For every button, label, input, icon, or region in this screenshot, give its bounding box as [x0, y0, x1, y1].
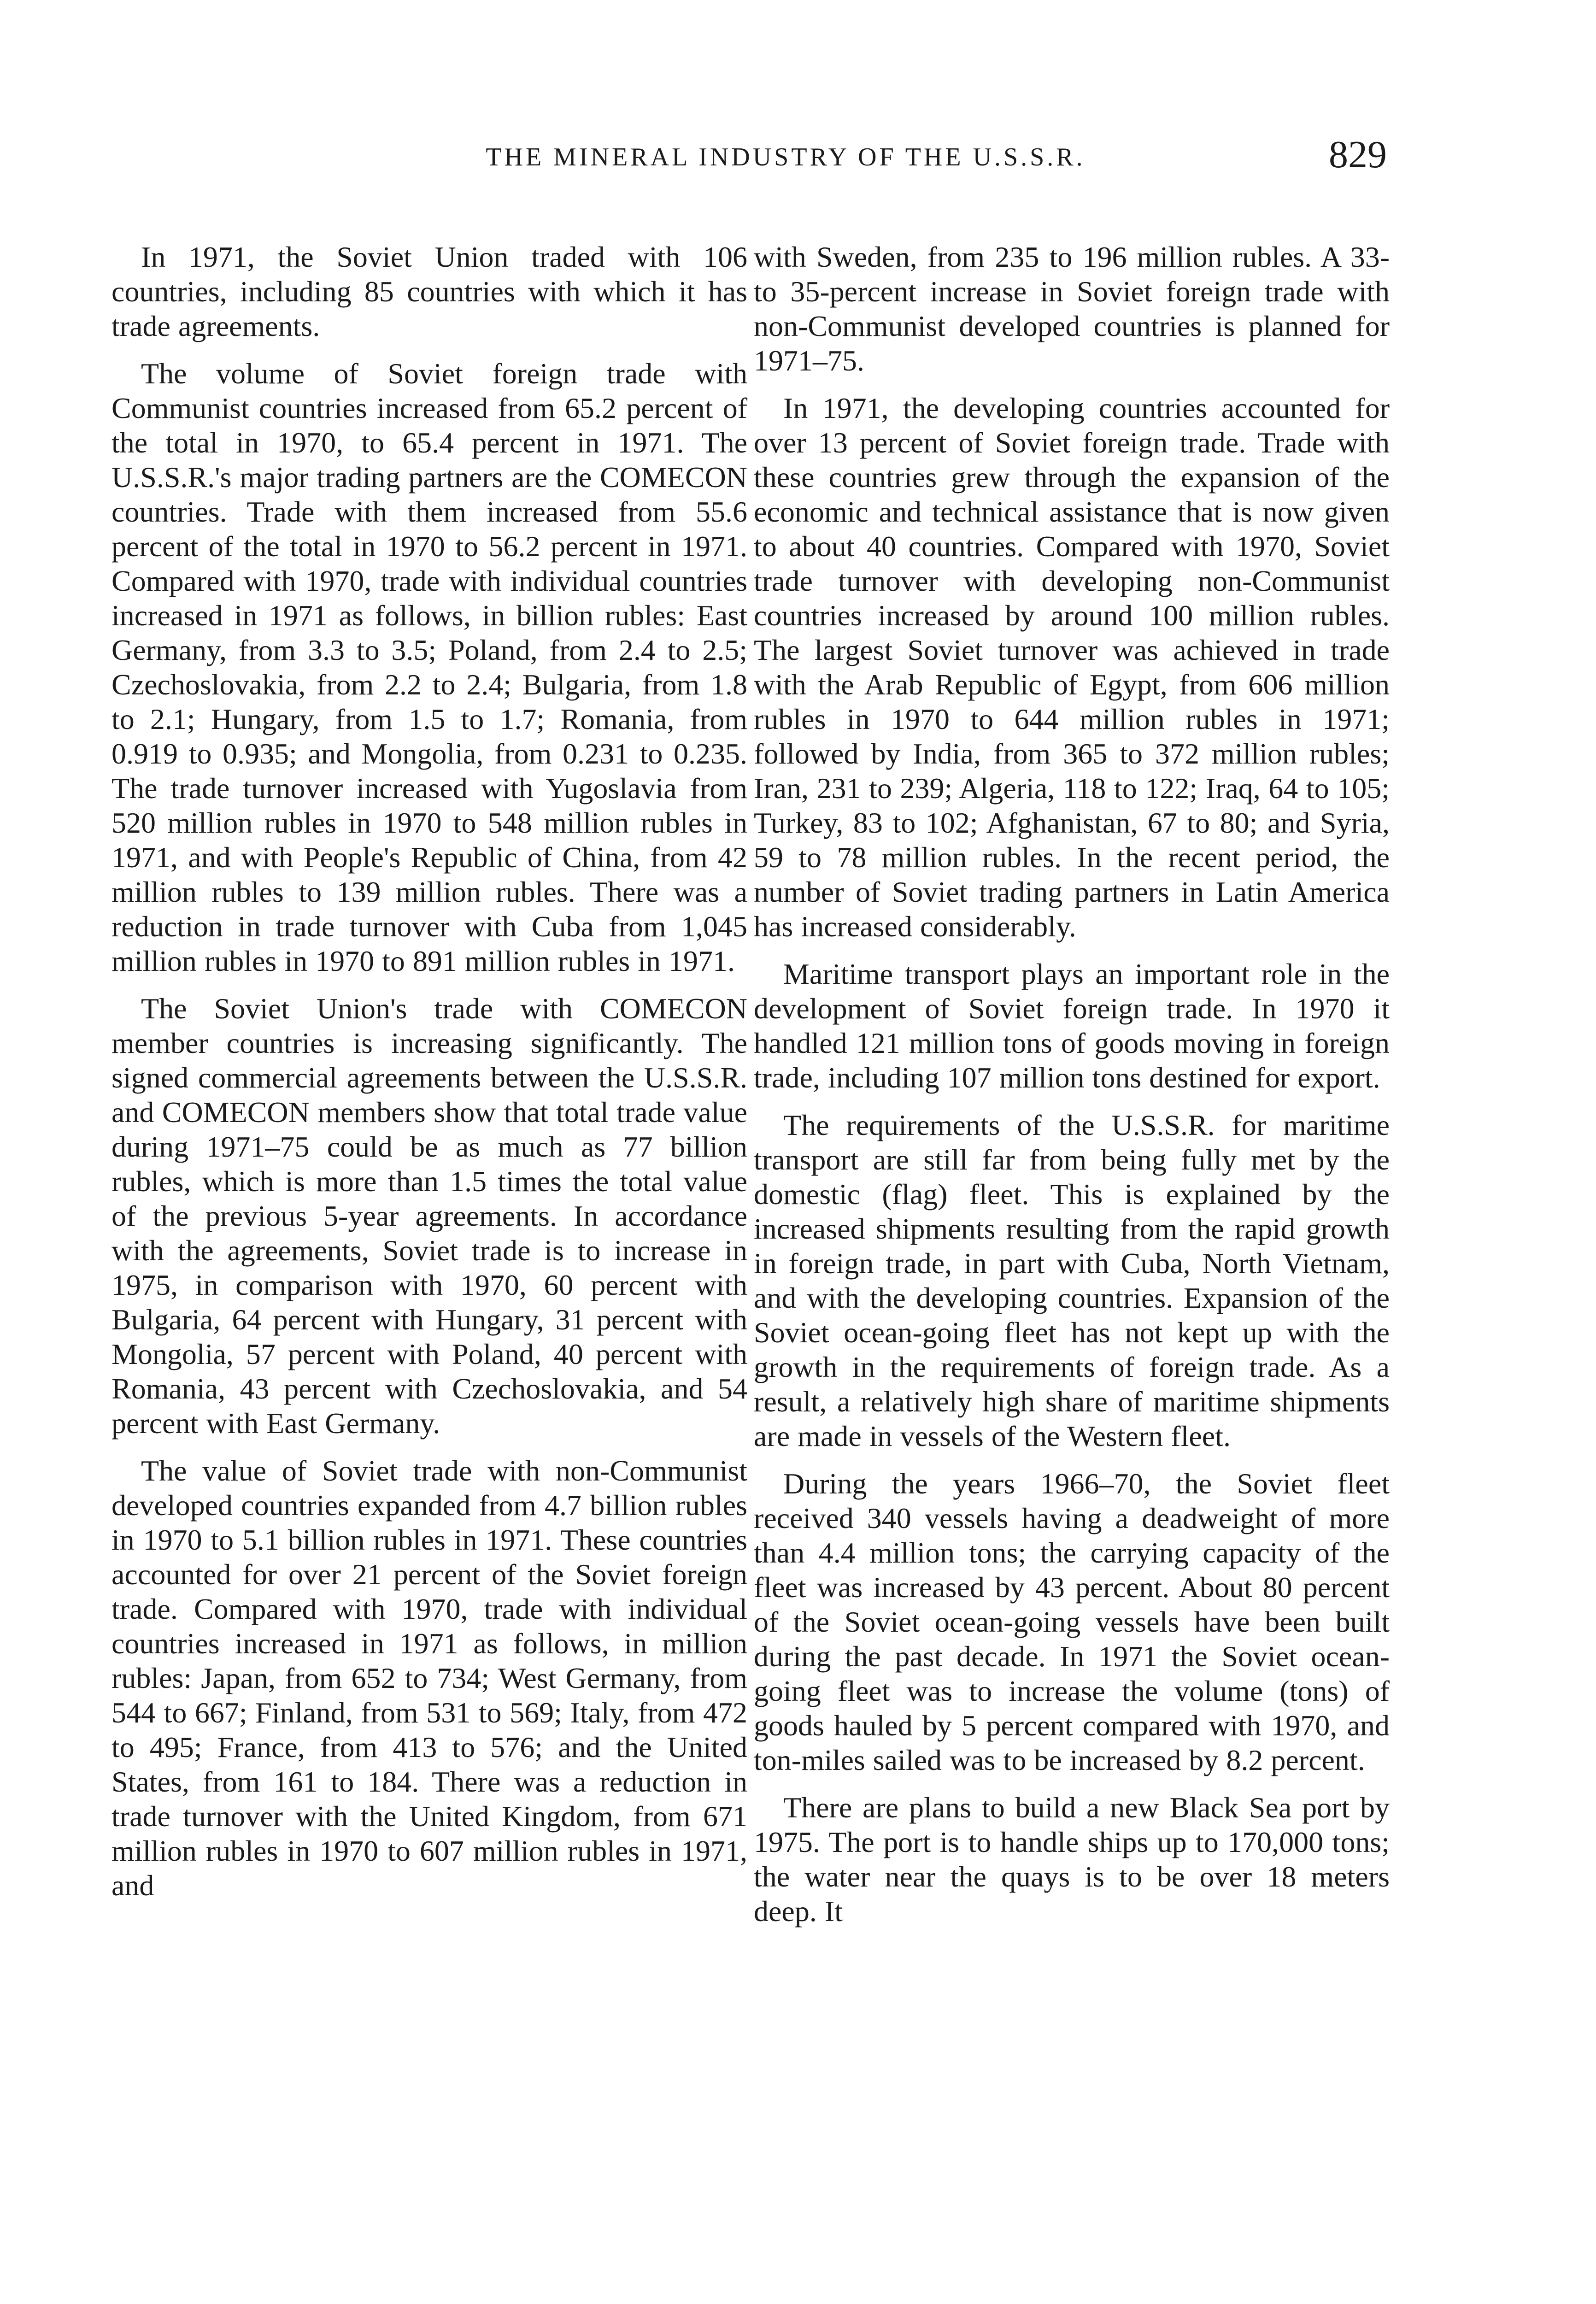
page-number: 829 — [1329, 133, 1387, 176]
paragraph: In 1971, the developing countries accounted for over 13 percent of Soviet foreign trade. Trade with these countries grew through the expansion of the economic and technical assistance that is now given to about 40 countries. Compared with 1970, Soviet trade turnover with developing non-Communist countries increased by around 100 million rubles. The largest Soviet turnover was achieved in trade with the Arab Republic of Egypt, from 606 million rubles in 1970 to 644 million rubles in 1971; followed by India, from 365 to 372 million rubles; Iran, 231 to 239; Algeria, 118 to 122; Iraq, 64 to 105; Turkey, 83 to 102; Afghanistan, 67 to 80; and Syria, 59 to 78 million rubles. In the recent period, the number of Soviet trading partners in Latin America has increased considerably. — [754, 392, 1390, 943]
paragraph: The volume of Soviet foreign trade with Communist countries increased from 65.2 percent of the total in 1970, to 65.4 percent in 1971. The U.S.S.R.'s major trading partners are the COMECON countries. Trade with them increased from 55.6 percent of the total in 1970 to 56.2 percent in 1971. Compared with 1970, trade with individual countries increased in 1971 as follows, in billion rubles: East Germany, from 3.3 to 3.5; Poland, from 2.4 to 2.5; Czechoslovakia, from 2.2 to 2.4; Bulgaria, from 1.8 to 2.1; Hungary, from 1.5 to 1.7; Romania, from 0.919 to 0.935; and Mongolia, from 0.231 to 0.235. The trade turnover increased with Yugoslavia from 520 million rubles in 1970 to 548 million rubles in 1971, and with People's Republic of China, from 42 million rubles to 139 million rubles. There was a reduction in trade turnover with Cuba from 1,045 million rubles in 1970 to 891 million rubles in 1971. — [111, 357, 747, 977]
left-column — [111, 240, 747, 1916]
paragraph: During the years 1966–70, the Soviet fleet received 340 vessels having a deadweight of more than 4.4 million tons; the carrying capacity of the fleet was increased by 43 percent. About 80 percent of the Soviet ocean-going vessels have been built during the past decade. In 1971 the Soviet ocean-going fleet was to increase the volume (tons) of goods hauled by 5 percent compared with 1970, and ton-miles sailed was to be increased by 8.2 percent. — [754, 1467, 1390, 1776]
right-column — [754, 240, 1390, 1941]
paragraph: In 1971, the Soviet Union traded with 106 countries, including 85 countries with which it has trade agreements. — [111, 241, 747, 342]
paragraph: There are plans to build a new Black Sea port by 1975. The port is to handle ships up to 170,000 tons; the water near the quays is to be over 18 meters deep. It — [754, 1791, 1390, 1928]
paragraph: The Soviet Union's trade with COMECON member countries is increasing significantly. The signed commercial agreements between the U.S.S.R. and COMECON members show that total trade value during 1971–75 could be as much as 77 billion rubles, which is more than 1.5 times the total value of the previous 5-year agreements. In accordance with the agreements, Soviet trade is to increase in 1975, in comparison with 1970, 60 percent with Bulgaria, 64 percent with Hungary, 31 percent with Mongolia, 57 percent with Poland, 40 percent with Romania, 43 percent with Czechoslovakia, and 54 percent with East Germany. — [111, 992, 747, 1440]
paragraph: The value of Soviet trade with non-Communist developed countries expanded from 4.7 billion rubles in 1970 to 5.1 billion rubles in 1971. These countries accounted for over 21 percent of the Soviet foreign trade. Compared with 1970, trade with individual countries increased in 1971 as follows, in million rubles: Japan, from 652 to 734; West Germany, from 544 to 667; Finland, from 531 to 569; Italy, from 472 to 495; France, from 413 to 576; and the United States, from 161 to 184. There was a reduction in trade turnover with the United Kingdom, from 671 million rubles in 1970 to 607 million rubles in 1971, and — [111, 1454, 747, 1902]
paragraph: The requirements of the U.S.S.R. for maritime transport are still far from being fully met by the domestic (flag) fleet. This is explained by the increased shipments resulting from the rapid growth in foreign trade, in part with Cuba, North Vietnam, and with the developing countries. Expansion of the Soviet ocean-going fleet has not kept up with the growth in the requirements of foreign trade. As a result, a relatively high share of maritime shipments are made in vessels of the Western fleet. — [754, 1109, 1390, 1452]
paragraph: Maritime transport plays an important role in the development of Soviet foreign trade. In 1970 it handled 121 million tons of goods moving in foreign trade, including 107 million tons destined for export. — [754, 958, 1390, 1094]
paragraph-continued: with Sweden, from 235 to 196 million rubles. A 33- to 35-percent increase in Soviet foreign trade with non-Communist developed countries is planned for 1971–75. — [754, 241, 1390, 377]
running-header: THE MINERAL INDUSTRY OF THE U.S.S.R. — [486, 143, 1086, 171]
